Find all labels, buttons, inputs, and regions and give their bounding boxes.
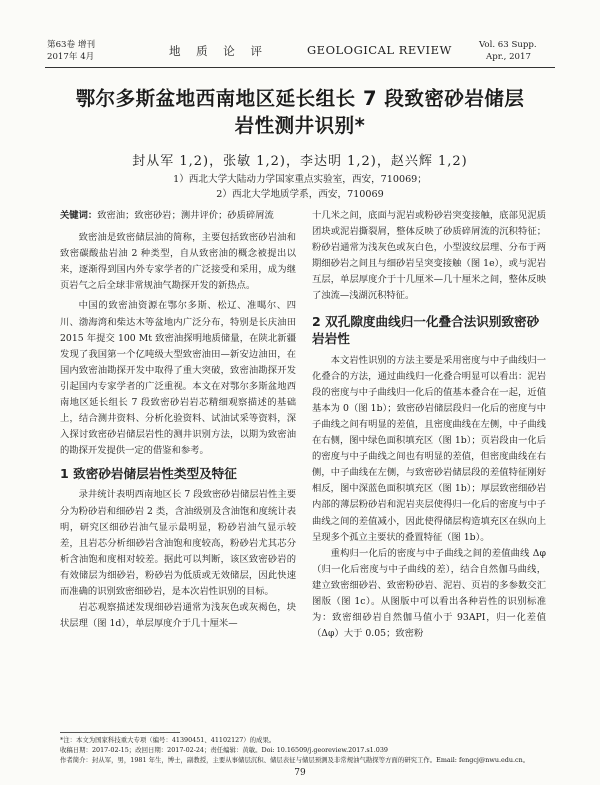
affiliation-1: 1）西北大学大陆动力学国家重点实验室，西安，710069； (173, 174, 427, 185)
footnotes (60, 735, 548, 766)
section2-paragraph-2: 重构归一化后的密度与中子曲线之间的差值曲线 Δφ（归一化后密度与中子曲线的差），结合自然伽马曲线，建立致密细砂岩、致密粉砂岩、泥岩、页岩的多参数交汇图版（图 1c）。从图版中可以看出各种岩性的识别标准为：致密细砂岩自然伽马值小于 93API，归一化差值（Δφ）大于 0.05；致密粉 (312, 547, 546, 640)
authors: 封从军 1,2)，张敏 1,2)，李达明 1,2)，赵兴辉 1,2) (132, 154, 468, 169)
left-column (60, 208, 296, 632)
section2-paragraph-1: 本文岩性识别的方法主要是采用密度与中子曲线归一化叠合的方法，通过曲线归一化叠合明显可以看出：泥岩段的密度与中子曲线归一化后的值基本叠合在一起，近值基本为 0（图 1b）；致密砂岩储层段归一化后的密度与中子曲线之间有明显的差值，且密度曲线在左侧，中子曲线在右侧，图中绿色面积填充区（图 1b）；页岩段由一化后的密度与中子曲线之间也有明显的差值，但密度曲线在右侧，中子曲线在左侧，与致密砂岩储层段的差值特征刚好相反，图中深蓝色面积填充区（图 1b）；厚层致密细砂岩内部的薄层粉砂岩和泥岩夹层使得归一化后的密度与中子曲线之间的差值减小，因此使得储层构造填充区在纵向上呈现多个孤立主要状的叠置特征（图 1b）。 (312, 354, 546, 543)
keywords (60, 208, 296, 224)
affiliations (60, 172, 540, 202)
header-journal-en: GEOLOGICAL REVIEW (307, 43, 452, 57)
right-continuation-paragraph: 十几米之间，底面与泥岩或粉砂岩突变接触，底部见泥质团块或泥岩撕裂屑，整体反映了砂质碎屑流的沉积特征；粉砂岩通常为浅灰色或灰白色，小型波纹层理、分布于两期细砂岩之间且与细砂岩呈突变接触（图 1e），或与泥岩互层，单层厚度介于十几厘米—几十厘米之间，整体反映了浊流—浅湖沉积特征。 (312, 210, 546, 302)
header-volume-left: 第63卷 增刊 (47, 40, 96, 50)
footnote-author: 作者简介：封从军，男，1981 年生，博士，副教授，主要从事储层沉积、储层表征与储层预测及非常规油气勘探等方面的研究工作。Email: fengcj@nwu.edu.cn。 (60, 756, 530, 765)
section1-paragraph-1: 录井统计表明西南地区长 7 段致密砂岩储层岩性主要分为粉砂岩和细砂岩 2 类，含油级别及含油饱和度统计表明，研究区细砂岩油气显示最明显，粉砂岩油气显示较差，且岩芯分析细砂岩含油饱和度较高，粉砂岩尤其芯分析含油饱和度相对较差。据此可以判断，该区致密砂岩的有效储层为细砂岩，粉砂岩为低质或无效储层，因此快速而准确的识别致密细砂岩，是本次岩性识别的目标。 (60, 489, 296, 597)
header-rule (45, 67, 555, 68)
footnote-received: 收稿日期：2017-02-15；改回日期：2017-02-24；责任编辑：黄敏。Doi: 10.16509/j.georeview.2017.s1.039 (60, 746, 388, 755)
title-line-1: 鄂尔多斯盆地西南地区延长组长 7 段致密砂岩储层 (75, 87, 525, 110)
intro-paragraph-1: 致密油是致密储层油的简称，主要包括致密砂岩油和致密碳酸盐岩油 2 种类型，自从致密油的概念被提出以来，逐渐得到国内外专家学者的广泛接受和采用，成为继页岩气之后全球非常规油气勘探开发的新热点。 (60, 232, 296, 292)
title-line-2: 岩性测井识别* (234, 114, 366, 137)
page-number: 79 (294, 768, 306, 778)
affiliation-2: 2）西北大学地质学系，西安，710069 (216, 189, 384, 200)
section1-paragraph-2: 岩芯观察描述发现细砂岩通常为浅灰色或灰褐色，块状层理（图 1d），单层厚度介于几十厘米— (60, 602, 296, 630)
section-heading-2: 2 双孔隙度曲线归一化叠合法识别致密砂岩岩性 (312, 313, 540, 346)
header-volume-right: Vol. 63 Supp. (479, 40, 537, 50)
intro-paragraph-2: 中国的致密油资源在鄂尔多斯、松辽、准噶尔、四川、渤海湾和柴达木等盆地内广泛分布，特别是长庆油田 2015 年提交 100 Mt 致密油探明地质储量，在陕北新疆发现了我国第一个亿吨级大型致密油田—新安边油田，在国内致密油勘探开发中取得了重大突破，致密油勘探开发引起国内专家学者的广泛重视。本文在对鄂尔多斯盆地西南地区延长组长 7 段致密砂岩岩芯精细观察描述的基础上，结合测井资料、分析化验资料、试油试采等资料，深入探讨致密砂岩储层岩性的测井识别方法，以期为致密油的勘探开发提供一定的借鉴和参考。 (60, 300, 296, 457)
keywords-text: 致密油；致密砂岩；测井评价；砂质碎屑流 (97, 210, 274, 221)
header-journal-cn: 地 质 论 评 (169, 44, 268, 58)
header-date-right: Apr., 2017 (486, 52, 531, 62)
right-column (312, 208, 546, 642)
header-date-left: 2017年 4月 (47, 52, 95, 62)
article-title (40, 85, 560, 139)
footnote-rule (60, 732, 180, 733)
section-heading-1: 1 致密砂岩储层岩性类型及特征 (60, 466, 237, 482)
keywords-label: 关键词： (60, 210, 98, 221)
footnote-fund: *注：本文为国家科技重大专项（编号：41390451、41102127）的成果。 (60, 736, 276, 744)
